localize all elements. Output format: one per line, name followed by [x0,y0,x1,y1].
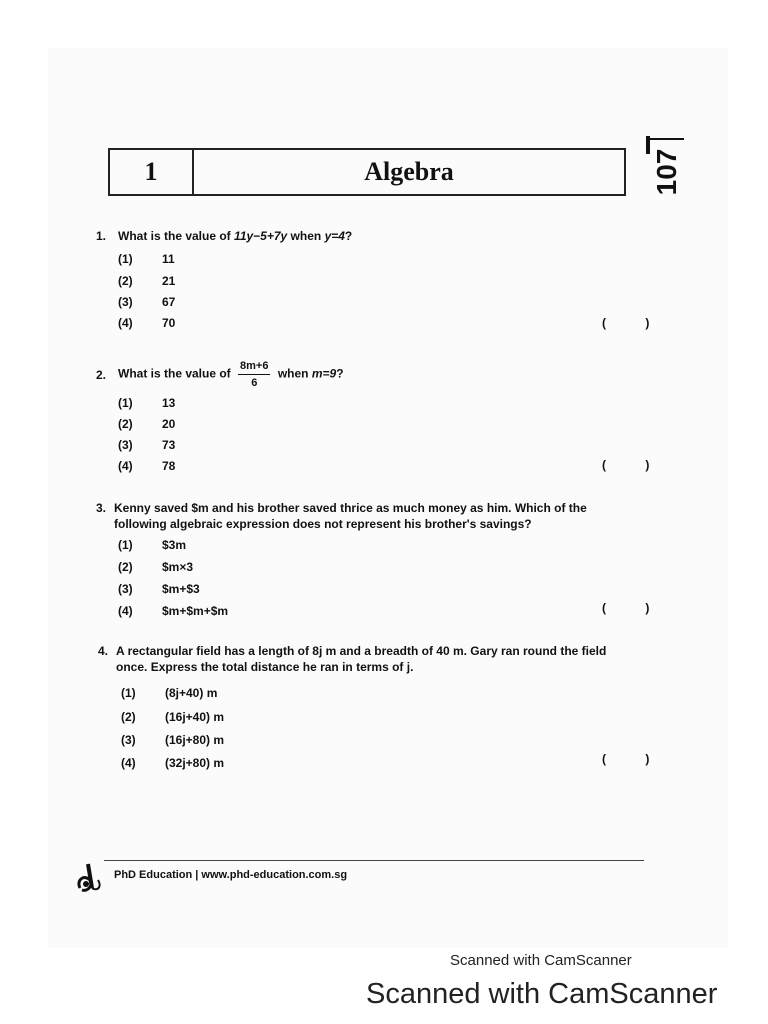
question-4 [98,643,638,675]
question-number: 1. [96,229,107,243]
option-4[interactable] [118,604,228,618]
condition: m=9 [311,366,337,381]
option-2[interactable] [118,274,175,288]
option-label: (1) [118,396,133,410]
option-text: (8j+40) m [165,686,218,700]
stem-text: ? [336,366,344,381]
option-label: (2) [118,274,133,288]
stem-text: when [290,229,322,243]
option-text: 21 [162,274,176,288]
answer-bracket[interactable]: ( ) [602,316,668,330]
scanner-watermark-small: Scanned with CamScanner [450,952,632,969]
option-label: (4) [118,604,133,618]
condition: y=4 [324,229,345,243]
option-label: (3) [121,733,136,747]
option-text: 73 [162,438,176,452]
question-text: Kenny saved $m and his brother saved thrice as much money as him. Which of the following algebraic expression does not represent his brother's savings? [114,501,587,531]
option-text: $m×3 [162,560,194,574]
question-number: 2. [96,367,107,382]
option-text: $3m [162,538,187,552]
chapter-header [108,148,626,196]
option-4[interactable] [118,459,175,473]
option-text: $m+$3 [162,582,200,596]
option-label: (3) [118,295,133,309]
answer-bracket[interactable]: ( ) [602,752,668,766]
option-4[interactable] [118,316,175,330]
chapter-number: 1 [110,150,194,194]
question-1 [96,228,656,244]
answer-bracket[interactable]: ( ) [602,601,668,615]
chapter-title: Algebra [364,157,454,186]
option-label: (3) [118,582,133,596]
stem-text: ? [344,229,353,243]
footer-rule [104,860,644,861]
option-3[interactable] [118,295,175,309]
answer-bracket[interactable]: ( ) [602,458,668,472]
option-label: (4) [118,459,133,473]
option-label: (2) [118,560,133,574]
option-1[interactable] [118,538,186,552]
option-label: (1) [121,686,136,700]
stem-text: What is the value of [118,229,231,243]
page-number: 107 [651,148,682,196]
stem-text: when [277,366,309,381]
question-stem [96,500,636,532]
footer-text: PhD Education | www.phd-education.com.sg [114,869,348,881]
option-1[interactable] [118,396,175,410]
option-1[interactable] [118,252,175,266]
stem-text: What is the value of [118,366,231,381]
question-3 [96,500,636,532]
option-text: 78 [162,459,176,473]
option-4[interactable] [121,756,224,770]
option-3[interactable] [118,438,175,452]
question-text [118,228,352,244]
option-label: (4) [118,316,133,330]
question-stem [96,358,656,391]
expression: 11y−5+7y [234,229,288,243]
option-2[interactable] [118,417,175,431]
option-3[interactable] [118,582,200,596]
question-stem [98,643,638,675]
publisher-logo-icon [74,858,104,898]
option-2[interactable] [118,560,193,574]
option-text: 70 [162,316,176,330]
option-1[interactable] [121,686,217,700]
option-2[interactable] [121,710,224,724]
option-label: (1) [118,538,133,552]
question-2 [96,358,656,391]
option-text: 11 [162,252,175,266]
question-number: 3. [96,501,107,515]
option-label: (3) [118,438,133,452]
option-text: 67 [162,295,176,309]
option-label: (2) [121,710,136,724]
question-number: 4. [98,644,109,658]
option-text: (32j+80) m [165,756,225,770]
scanner-watermark-large: Scanned with CamScanner [366,978,718,1010]
option-text: (16j+80) m [165,733,225,747]
option-label: (4) [121,756,136,770]
fraction-denominator: 6 [251,377,258,389]
option-text: 13 [162,396,176,410]
option-text: (16j+40) m [165,710,225,724]
question-stem [96,228,656,244]
option-label: (1) [118,252,133,266]
option-3[interactable] [121,733,224,747]
option-label: (2) [118,417,133,431]
fraction [238,358,270,391]
option-text: 20 [162,417,176,431]
option-text: $m+$m+$m [162,604,229,618]
fraction-numerator: 8m+6 [238,358,270,375]
question-text [118,358,344,391]
question-text: A rectangular field has a length of 8j m and a breadth of 40 m. Gary ran round the field once. Express the total distance he ran in terms of j. [116,644,607,674]
